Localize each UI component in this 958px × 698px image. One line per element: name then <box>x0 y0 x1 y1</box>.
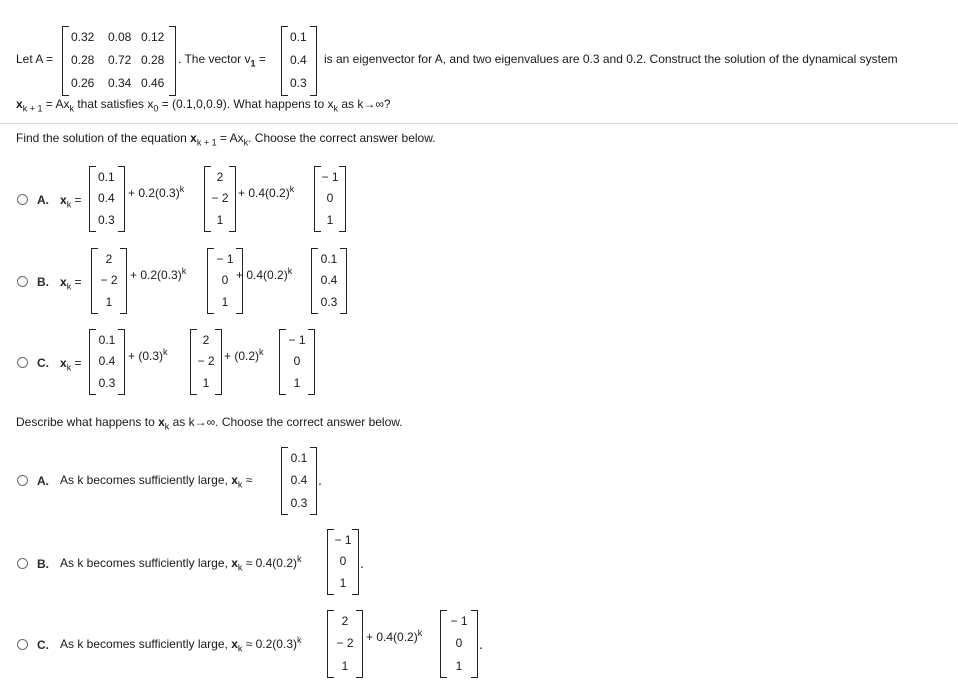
vector-cell: 0.3 <box>320 295 338 309</box>
matrix-a-cell: 0.46 <box>141 76 165 90</box>
vector-cell: 0.4 <box>98 354 116 368</box>
vector-cell: − 1 <box>450 614 468 628</box>
vector-cell: − 1 <box>321 170 339 184</box>
xk-label: $x_k$ = <box>60 275 82 292</box>
coefficient: + $0.2(0.3)^k$ <box>128 184 185 200</box>
matrix-a-cell: 0.08 <box>108 30 132 44</box>
vector-cell: 0.4 <box>290 473 308 487</box>
matrix-a-cell: 0.12 <box>141 30 165 44</box>
option-letter: A. <box>37 474 49 488</box>
period: . <box>360 555 364 571</box>
vector-cell: 1 <box>216 213 224 227</box>
vector-cell: 1 <box>326 213 334 227</box>
column-vector <box>314 166 346 232</box>
xk-label: $x_k$ = <box>60 356 82 373</box>
radio-button[interactable] <box>17 639 28 650</box>
vector-cell: − 2 <box>336 636 354 650</box>
option-letter: A. <box>37 193 49 207</box>
period: . <box>318 472 322 488</box>
option-text: As k becomes sufficiently large, $x_k \approx 0.2(0.3)^k$ <box>60 635 302 654</box>
vector-cell: − 1 <box>216 252 234 266</box>
option-letter: B. <box>37 275 49 289</box>
vector-cell: 0 <box>339 554 347 568</box>
matrix-a-cell: 0.28 <box>71 53 95 67</box>
option-letter: C. <box>37 356 49 370</box>
vector-cell: − 2 <box>211 191 229 205</box>
coefficient: + $0.2(0.3)^k$ <box>130 266 187 282</box>
column-vector <box>327 529 359 595</box>
column-vector <box>89 329 125 395</box>
vector-cell: 2 <box>341 614 349 628</box>
coefficient: + $(0.3)^k$ <box>128 347 168 363</box>
vector-cell: 0.1 <box>320 252 338 266</box>
coefficient: + $0.4(0.2)^k$ <box>238 184 295 200</box>
coefficient: + $(0.2)^k$ <box>224 347 264 363</box>
column-vector <box>190 329 222 395</box>
radio-button[interactable] <box>17 194 28 205</box>
vector-v1-cell: 0.3 <box>290 76 307 90</box>
option-letter: C. <box>37 638 49 652</box>
period: . <box>479 636 483 652</box>
radio-button[interactable] <box>17 357 28 368</box>
vector-v1-cell: 0.1 <box>290 30 307 44</box>
vector-cell: 0.3 <box>290 496 308 510</box>
matrix-a-cell: 0.72 <box>108 53 132 67</box>
let-a-label: Let A = <box>16 52 54 66</box>
matrix-a <box>62 26 176 96</box>
column-vector <box>281 447 317 515</box>
vector-cell: 1 <box>202 376 210 390</box>
vector-cell: 0.1 <box>98 333 116 347</box>
option-text: As k becomes sufficiently large, $x_k$ ≈ <box>60 473 253 490</box>
vector-label: . The vector $v_1$ = <box>178 52 266 69</box>
column-vector <box>204 166 236 232</box>
matrix-a-cell: 0.28 <box>141 53 165 67</box>
vector-cell: 0.1 <box>290 451 308 465</box>
radio-button[interactable] <box>17 276 28 287</box>
option-text: As k becomes sufficiently large, $x_k \approx 0.4(0.2)^k$ <box>60 554 302 573</box>
vector-cell: 2 <box>202 333 210 347</box>
vector-cell: 1 <box>221 295 229 309</box>
column-vector <box>327 610 363 678</box>
part1-question: Find the solution of the equation $x_{k + 1} = Ax_k$. Choose the correct answer below. <box>16 131 436 148</box>
part2-question: Describe what happens to $x_k$ as k→∞. Choose the correct answer below. <box>16 415 403 432</box>
matrix-a-cell: 0.34 <box>108 76 132 90</box>
vector-v1-cell: 0.4 <box>290 53 307 67</box>
vector-cell: 0 <box>293 354 301 368</box>
option-letter: B. <box>37 557 49 571</box>
problem-tail: is an eigenvector for A, and two eigenvalues are 0.3 and 0.2. Construct the solution of the dynamical system <box>324 52 898 66</box>
vector-cell: 0.3 <box>98 376 116 390</box>
vector-cell: 0 <box>326 191 334 205</box>
vector-cell: 1 <box>105 295 113 309</box>
vector-cell: − 1 <box>288 333 306 347</box>
vector-cell: 0.4 <box>98 191 115 205</box>
vector-cell: − 1 <box>334 533 352 547</box>
matrix-a-cell: 0.32 <box>71 30 95 44</box>
problem-line-2: $x_{k + 1} = Ax_k$ that satisfies $x_0 = (0.1,0,0.9)$. What happens to $x_k$ as k→∞? <box>16 97 391 114</box>
column-vector <box>91 248 127 314</box>
vector-cell: 1 <box>293 376 301 390</box>
coefficient: + $0.4(0.2)^k$ <box>236 266 293 282</box>
vector-cell: 2 <box>105 252 113 266</box>
vector-cell: 1 <box>341 659 349 673</box>
coefficient: + $0.4(0.2)^k$ <box>366 628 423 644</box>
column-vector <box>279 329 315 395</box>
vector-cell: 0 <box>455 636 463 650</box>
radio-button[interactable] <box>17 475 28 486</box>
matrix-a-cell: 0.26 <box>71 76 95 90</box>
column-vector <box>89 166 125 232</box>
vector-cell: 0.4 <box>320 273 338 287</box>
vector-v1 <box>281 26 317 96</box>
vector-cell: 0.1 <box>98 170 115 184</box>
xk-label: $x_k$ = <box>60 193 82 210</box>
vector-cell: 0.3 <box>98 213 115 227</box>
vector-cell: 0 <box>221 273 229 287</box>
vector-cell: 2 <box>216 170 224 184</box>
vector-cell: 1 <box>455 659 463 673</box>
column-vector <box>311 248 347 314</box>
section-divider <box>0 123 958 124</box>
radio-button[interactable] <box>17 558 28 569</box>
vector-cell: − 2 <box>100 273 118 287</box>
vector-cell: 1 <box>339 576 347 590</box>
vector-cell: − 2 <box>197 354 215 368</box>
column-vector <box>440 610 478 678</box>
